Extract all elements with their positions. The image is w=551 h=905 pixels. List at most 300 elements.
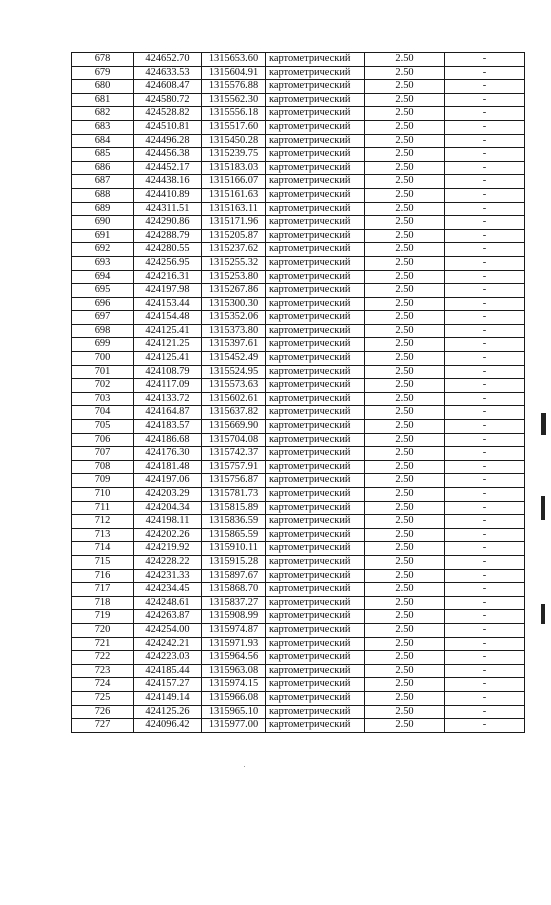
- point-number-cell: 719: [72, 610, 134, 624]
- accuracy-cell: 2.50: [365, 93, 445, 107]
- note-cell: -: [445, 120, 525, 134]
- table-row: [72, 664, 525, 678]
- y-coordinate-cell: 1315253.80: [202, 270, 266, 284]
- table-row: [72, 691, 525, 705]
- coordinates-table: [71, 52, 525, 733]
- x-coordinate-cell: 424198.11: [134, 515, 202, 529]
- note-cell: -: [445, 107, 525, 121]
- table-row: [72, 406, 525, 420]
- note-cell: -: [445, 664, 525, 678]
- note-cell: -: [445, 637, 525, 651]
- method-cell: картометрический: [266, 365, 365, 379]
- point-number-cell: 688: [72, 188, 134, 202]
- point-number-cell: 694: [72, 270, 134, 284]
- accuracy-cell: 2.50: [365, 691, 445, 705]
- x-coordinate-cell: 424438.16: [134, 175, 202, 189]
- note-cell: -: [445, 474, 525, 488]
- method-cell: картометрический: [266, 651, 365, 665]
- y-coordinate-cell: 1315171.96: [202, 216, 266, 230]
- accuracy-cell: 2.50: [365, 501, 445, 515]
- point-number-cell: 726: [72, 705, 134, 719]
- note-cell: -: [445, 365, 525, 379]
- y-coordinate-cell: 1315704.08: [202, 433, 266, 447]
- point-number-cell: 707: [72, 447, 134, 461]
- x-coordinate-cell: 424608.47: [134, 80, 202, 94]
- x-coordinate-cell: 424234.45: [134, 583, 202, 597]
- table-row: [72, 311, 525, 325]
- accuracy-cell: 2.50: [365, 202, 445, 216]
- table-row: [72, 243, 525, 257]
- accuracy-cell: 2.50: [365, 583, 445, 597]
- method-cell: картометрический: [266, 610, 365, 624]
- point-number-cell: 683: [72, 120, 134, 134]
- accuracy-cell: 2.50: [365, 705, 445, 719]
- accuracy-cell: 2.50: [365, 338, 445, 352]
- note-cell: -: [445, 161, 525, 175]
- note-cell: -: [445, 243, 525, 257]
- y-coordinate-cell: 1315183.03: [202, 161, 266, 175]
- x-coordinate-cell: 424096.42: [134, 719, 202, 733]
- x-coordinate-cell: 424256.95: [134, 256, 202, 270]
- note-cell: -: [445, 256, 525, 270]
- method-cell: картометрический: [266, 324, 365, 338]
- y-coordinate-cell: 1315915.28: [202, 555, 266, 569]
- accuracy-cell: 2.50: [365, 216, 445, 230]
- note-cell: -: [445, 542, 525, 556]
- x-coordinate-cell: 424633.53: [134, 66, 202, 80]
- accuracy-cell: 2.50: [365, 406, 445, 420]
- method-cell: картометрический: [266, 406, 365, 420]
- table-row: [72, 583, 525, 597]
- table-row: [72, 297, 525, 311]
- note-cell: -: [445, 610, 525, 624]
- method-cell: картометрический: [266, 256, 365, 270]
- x-coordinate-cell: 424204.34: [134, 501, 202, 515]
- x-coordinate-cell: 424311.51: [134, 202, 202, 216]
- y-coordinate-cell: 1315815.89: [202, 501, 266, 515]
- x-coordinate-cell: 424176.30: [134, 447, 202, 461]
- x-coordinate-cell: 424133.72: [134, 392, 202, 406]
- accuracy-cell: 2.50: [365, 392, 445, 406]
- note-cell: -: [445, 555, 525, 569]
- table-row: [72, 501, 525, 515]
- note-cell: -: [445, 202, 525, 216]
- accuracy-cell: 2.50: [365, 120, 445, 134]
- y-coordinate-cell: 1315974.15: [202, 678, 266, 692]
- table-row: [72, 66, 525, 80]
- x-coordinate-cell: 424149.14: [134, 691, 202, 705]
- x-coordinate-cell: 424186.68: [134, 433, 202, 447]
- accuracy-cell: 2.50: [365, 175, 445, 189]
- note-cell: -: [445, 66, 525, 80]
- x-coordinate-cell: 424223.03: [134, 651, 202, 665]
- table-row: [72, 610, 525, 624]
- table-row: [72, 569, 525, 583]
- y-coordinate-cell: 1315604.91: [202, 66, 266, 80]
- point-number-cell: 704: [72, 406, 134, 420]
- note-cell: -: [445, 324, 525, 338]
- method-cell: картометрический: [266, 678, 365, 692]
- note-cell: -: [445, 175, 525, 189]
- method-cell: картометрический: [266, 202, 365, 216]
- x-coordinate-cell: 424202.26: [134, 528, 202, 542]
- note-cell: -: [445, 379, 525, 393]
- table-row: [72, 623, 525, 637]
- accuracy-cell: 2.50: [365, 542, 445, 556]
- table-row: [72, 256, 525, 270]
- method-cell: картометрический: [266, 460, 365, 474]
- x-coordinate-cell: 424197.98: [134, 284, 202, 298]
- point-number-cell: 686: [72, 161, 134, 175]
- x-coordinate-cell: 424288.79: [134, 229, 202, 243]
- point-number-cell: 706: [72, 433, 134, 447]
- y-coordinate-cell: 1315205.87: [202, 229, 266, 243]
- accuracy-cell: 2.50: [365, 447, 445, 461]
- method-cell: картометрический: [266, 161, 365, 175]
- note-cell: -: [445, 719, 525, 733]
- y-coordinate-cell: 1315255.32: [202, 256, 266, 270]
- accuracy-cell: 2.50: [365, 284, 445, 298]
- table-row: [72, 719, 525, 733]
- method-cell: картометрический: [266, 691, 365, 705]
- point-number-cell: 690: [72, 216, 134, 230]
- table-row: [72, 433, 525, 447]
- note-cell: -: [445, 352, 525, 366]
- note-cell: -: [445, 80, 525, 94]
- point-number-cell: 725: [72, 691, 134, 705]
- point-number-cell: 697: [72, 311, 134, 325]
- accuracy-cell: 2.50: [365, 352, 445, 366]
- x-coordinate-cell: 424125.41: [134, 324, 202, 338]
- y-coordinate-cell: 1315865.59: [202, 528, 266, 542]
- point-number-cell: 678: [72, 53, 134, 67]
- point-number-cell: 698: [72, 324, 134, 338]
- note-cell: -: [445, 297, 525, 311]
- x-coordinate-cell: 424164.87: [134, 406, 202, 420]
- method-cell: картометрический: [266, 175, 365, 189]
- method-cell: картометрический: [266, 270, 365, 284]
- table-row: [72, 637, 525, 651]
- point-number-cell: 715: [72, 555, 134, 569]
- method-cell: картометрический: [266, 528, 365, 542]
- y-coordinate-cell: 1315868.70: [202, 583, 266, 597]
- point-number-cell: 681: [72, 93, 134, 107]
- table-row: [72, 120, 525, 134]
- x-coordinate-cell: 424452.17: [134, 161, 202, 175]
- scan-mark-3: [541, 604, 545, 624]
- x-coordinate-cell: 424228.22: [134, 555, 202, 569]
- x-coordinate-cell: 424254.00: [134, 623, 202, 637]
- point-number-cell: 684: [72, 134, 134, 148]
- y-coordinate-cell: 1315963.08: [202, 664, 266, 678]
- scan-mark-2: [541, 496, 545, 520]
- method-cell: картометрический: [266, 392, 365, 406]
- point-number-cell: 685: [72, 148, 134, 162]
- table-row: [72, 270, 525, 284]
- point-number-cell: 693: [72, 256, 134, 270]
- y-coordinate-cell: 1315239.75: [202, 148, 266, 162]
- accuracy-cell: 2.50: [365, 488, 445, 502]
- point-number-cell: 709: [72, 474, 134, 488]
- note-cell: -: [445, 338, 525, 352]
- y-coordinate-cell: 1315669.90: [202, 420, 266, 434]
- y-coordinate-cell: 1315836.59: [202, 515, 266, 529]
- y-coordinate-cell: 1315517.60: [202, 120, 266, 134]
- accuracy-cell: 2.50: [365, 80, 445, 94]
- note-cell: -: [445, 406, 525, 420]
- table-row: [72, 107, 525, 121]
- method-cell: картометрический: [266, 134, 365, 148]
- method-cell: картометрический: [266, 515, 365, 529]
- point-number-cell: 716: [72, 569, 134, 583]
- point-number-cell: 727: [72, 719, 134, 733]
- point-number-cell: 720: [72, 623, 134, 637]
- y-coordinate-cell: 1315971.93: [202, 637, 266, 651]
- method-cell: картометрический: [266, 80, 365, 94]
- table-row: [72, 515, 525, 529]
- table-row: [72, 365, 525, 379]
- accuracy-cell: 2.50: [365, 610, 445, 624]
- point-number-cell: 692: [72, 243, 134, 257]
- table-row: [72, 202, 525, 216]
- table-row: [72, 555, 525, 569]
- x-coordinate-cell: 424117.09: [134, 379, 202, 393]
- method-cell: картометрический: [266, 583, 365, 597]
- point-number-cell: 712: [72, 515, 134, 529]
- point-number-cell: 679: [72, 66, 134, 80]
- x-coordinate-cell: 424219.92: [134, 542, 202, 556]
- y-coordinate-cell: 1315781.73: [202, 488, 266, 502]
- coordinates-table-body: [72, 53, 525, 733]
- point-number-cell: 701: [72, 365, 134, 379]
- y-coordinate-cell: 1315974.87: [202, 623, 266, 637]
- point-number-cell: 700: [72, 352, 134, 366]
- x-coordinate-cell: 424280.55: [134, 243, 202, 257]
- accuracy-cell: 2.50: [365, 229, 445, 243]
- point-number-cell: 714: [72, 542, 134, 556]
- y-coordinate-cell: 1315837.27: [202, 596, 266, 610]
- table-row: [72, 596, 525, 610]
- point-number-cell: 711: [72, 501, 134, 515]
- accuracy-cell: 2.50: [365, 678, 445, 692]
- y-coordinate-cell: 1315742.37: [202, 447, 266, 461]
- x-coordinate-cell: 424157.27: [134, 678, 202, 692]
- x-coordinate-cell: 424125.26: [134, 705, 202, 719]
- method-cell: картометрический: [266, 447, 365, 461]
- note-cell: -: [445, 433, 525, 447]
- accuracy-cell: 2.50: [365, 243, 445, 257]
- method-cell: картометрический: [266, 596, 365, 610]
- note-cell: -: [445, 460, 525, 474]
- note-cell: -: [445, 705, 525, 719]
- y-coordinate-cell: 1315966.08: [202, 691, 266, 705]
- x-coordinate-cell: 424510.81: [134, 120, 202, 134]
- x-coordinate-cell: 424203.29: [134, 488, 202, 502]
- y-coordinate-cell: 1315373.80: [202, 324, 266, 338]
- method-cell: картометрический: [266, 623, 365, 637]
- method-cell: картометрический: [266, 188, 365, 202]
- point-number-cell: 717: [72, 583, 134, 597]
- method-cell: картометрический: [266, 284, 365, 298]
- note-cell: -: [445, 270, 525, 284]
- point-number-cell: 713: [72, 528, 134, 542]
- accuracy-cell: 2.50: [365, 528, 445, 542]
- method-cell: картометрический: [266, 569, 365, 583]
- accuracy-cell: 2.50: [365, 664, 445, 678]
- table-row: [72, 216, 525, 230]
- note-cell: -: [445, 651, 525, 665]
- note-cell: -: [445, 311, 525, 325]
- accuracy-cell: 2.50: [365, 161, 445, 175]
- table-row: [72, 542, 525, 556]
- method-cell: картометрический: [266, 501, 365, 515]
- x-coordinate-cell: 424580.72: [134, 93, 202, 107]
- method-cell: картометрический: [266, 488, 365, 502]
- table-row: [72, 175, 525, 189]
- point-number-cell: 723: [72, 664, 134, 678]
- method-cell: картометрический: [266, 542, 365, 556]
- note-cell: -: [445, 583, 525, 597]
- y-coordinate-cell: 1315977.00: [202, 719, 266, 733]
- accuracy-cell: 2.50: [365, 379, 445, 393]
- point-number-cell: 680: [72, 80, 134, 94]
- note-cell: -: [445, 148, 525, 162]
- accuracy-cell: 2.50: [365, 188, 445, 202]
- y-coordinate-cell: 1315573.63: [202, 379, 266, 393]
- x-coordinate-cell: 424496.28: [134, 134, 202, 148]
- y-coordinate-cell: 1315602.61: [202, 392, 266, 406]
- table-row: [72, 392, 525, 406]
- table-row: [72, 338, 525, 352]
- note-cell: -: [445, 392, 525, 406]
- y-coordinate-cell: 1315166.07: [202, 175, 266, 189]
- table-row: [72, 161, 525, 175]
- x-coordinate-cell: 424181.48: [134, 460, 202, 474]
- accuracy-cell: 2.50: [365, 420, 445, 434]
- note-cell: -: [445, 420, 525, 434]
- x-coordinate-cell: 424121.25: [134, 338, 202, 352]
- point-number-cell: 724: [72, 678, 134, 692]
- method-cell: картометрический: [266, 420, 365, 434]
- note-cell: -: [445, 515, 525, 529]
- point-number-cell: 691: [72, 229, 134, 243]
- x-coordinate-cell: 424456.38: [134, 148, 202, 162]
- y-coordinate-cell: 1315267.86: [202, 284, 266, 298]
- y-coordinate-cell: 1315300.30: [202, 297, 266, 311]
- table-row: [72, 284, 525, 298]
- method-cell: картометрический: [266, 229, 365, 243]
- accuracy-cell: 2.50: [365, 365, 445, 379]
- accuracy-cell: 2.50: [365, 719, 445, 733]
- method-cell: картометрический: [266, 664, 365, 678]
- x-coordinate-cell: 424410.89: [134, 188, 202, 202]
- point-number-cell: 708: [72, 460, 134, 474]
- accuracy-cell: 2.50: [365, 148, 445, 162]
- point-number-cell: 702: [72, 379, 134, 393]
- y-coordinate-cell: 1315556.18: [202, 107, 266, 121]
- table-row: [72, 460, 525, 474]
- note-cell: -: [445, 596, 525, 610]
- method-cell: картометрический: [266, 719, 365, 733]
- y-coordinate-cell: 1315653.60: [202, 53, 266, 67]
- x-coordinate-cell: 424242.21: [134, 637, 202, 651]
- method-cell: картометрический: [266, 216, 365, 230]
- note-cell: -: [445, 623, 525, 637]
- x-coordinate-cell: 424290.86: [134, 216, 202, 230]
- note-cell: -: [445, 134, 525, 148]
- note-cell: -: [445, 216, 525, 230]
- x-coordinate-cell: 424231.33: [134, 569, 202, 583]
- method-cell: картометрический: [266, 120, 365, 134]
- table-row: [72, 447, 525, 461]
- x-coordinate-cell: 424263.87: [134, 610, 202, 624]
- point-number-cell: 718: [72, 596, 134, 610]
- accuracy-cell: 2.50: [365, 324, 445, 338]
- y-coordinate-cell: 1315757.91: [202, 460, 266, 474]
- accuracy-cell: 2.50: [365, 555, 445, 569]
- method-cell: картометрический: [266, 338, 365, 352]
- method-cell: картометрический: [266, 379, 365, 393]
- table-row: [72, 229, 525, 243]
- accuracy-cell: 2.50: [365, 433, 445, 447]
- x-coordinate-cell: 424154.48: [134, 311, 202, 325]
- x-coordinate-cell: 424125.41: [134, 352, 202, 366]
- x-coordinate-cell: 424248.61: [134, 596, 202, 610]
- point-number-cell: 687: [72, 175, 134, 189]
- note-cell: -: [445, 93, 525, 107]
- table-row: [72, 528, 525, 542]
- note-cell: -: [445, 528, 525, 542]
- note-cell: -: [445, 678, 525, 692]
- accuracy-cell: 2.50: [365, 53, 445, 67]
- y-coordinate-cell: 1315163.11: [202, 202, 266, 216]
- accuracy-cell: 2.50: [365, 134, 445, 148]
- y-coordinate-cell: 1315161.63: [202, 188, 266, 202]
- accuracy-cell: 2.50: [365, 637, 445, 651]
- method-cell: картометрический: [266, 107, 365, 121]
- method-cell: картометрический: [266, 637, 365, 651]
- method-cell: картометрический: [266, 433, 365, 447]
- note-cell: -: [445, 691, 525, 705]
- y-coordinate-cell: 1315397.61: [202, 338, 266, 352]
- accuracy-cell: 2.50: [365, 474, 445, 488]
- x-coordinate-cell: 424216.31: [134, 270, 202, 284]
- y-coordinate-cell: 1315524.95: [202, 365, 266, 379]
- y-coordinate-cell: 1315965.10: [202, 705, 266, 719]
- y-coordinate-cell: 1315908.99: [202, 610, 266, 624]
- y-coordinate-cell: 1315562.30: [202, 93, 266, 107]
- x-coordinate-cell: 424185.44: [134, 664, 202, 678]
- table-row: [72, 53, 525, 67]
- method-cell: картометрический: [266, 243, 365, 257]
- x-coordinate-cell: 424652.70: [134, 53, 202, 67]
- y-coordinate-cell: 1315237.62: [202, 243, 266, 257]
- y-coordinate-cell: 1315910.11: [202, 542, 266, 556]
- point-number-cell: 695: [72, 284, 134, 298]
- note-cell: -: [445, 188, 525, 202]
- method-cell: картометрический: [266, 352, 365, 366]
- accuracy-cell: 2.50: [365, 569, 445, 583]
- x-coordinate-cell: 424197.06: [134, 474, 202, 488]
- table-row: [72, 474, 525, 488]
- accuracy-cell: 2.50: [365, 623, 445, 637]
- table-row: [72, 324, 525, 338]
- note-cell: -: [445, 488, 525, 502]
- table-row: [72, 651, 525, 665]
- table-row: [72, 379, 525, 393]
- method-cell: картометрический: [266, 148, 365, 162]
- note-cell: -: [445, 447, 525, 461]
